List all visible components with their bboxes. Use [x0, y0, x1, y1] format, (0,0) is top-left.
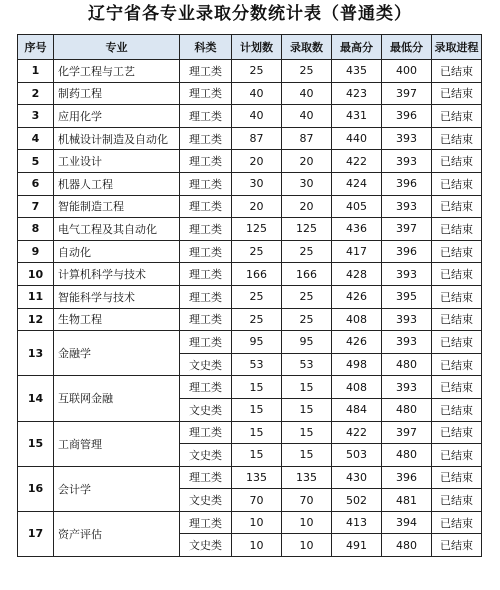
- progress-cell: 已结束: [432, 308, 482, 331]
- plan-cell: 87: [232, 127, 282, 150]
- progress-cell: 已结束: [432, 172, 482, 195]
- progress-cell: 已结束: [432, 285, 482, 308]
- major-cell: 工业设计: [54, 150, 180, 173]
- min-score-cell: 393: [382, 376, 432, 399]
- progress-cell: 已结束: [432, 444, 482, 467]
- category-cell: 理工类: [180, 82, 232, 105]
- seq-cell: 15: [18, 421, 54, 466]
- progress-cell: 已结束: [432, 466, 482, 489]
- admitted-cell: 15: [282, 444, 332, 467]
- admitted-cell: 25: [282, 308, 332, 331]
- max-score-cell: 405: [332, 195, 382, 218]
- category-cell: 理工类: [180, 105, 232, 128]
- seq-cell: 8: [18, 218, 54, 241]
- table-row: [18, 82, 482, 105]
- min-score-cell: 397: [382, 218, 432, 241]
- max-score-cell: 435: [332, 60, 382, 83]
- plan-cell: 125: [232, 218, 282, 241]
- progress-cell: 已结束: [432, 82, 482, 105]
- category-cell: 理工类: [180, 285, 232, 308]
- min-score-cell: 393: [382, 331, 432, 354]
- seq-cell: 4: [18, 127, 54, 150]
- major-cell: 资产评估: [54, 511, 180, 556]
- min-score-cell: 396: [382, 240, 432, 263]
- admitted-cell: 15: [282, 398, 332, 421]
- plan-cell: 15: [232, 421, 282, 444]
- min-score-cell: 480: [382, 534, 432, 557]
- major-cell: 会计学: [54, 466, 180, 511]
- plan-cell: 70: [232, 489, 282, 512]
- min-score-cell: 480: [382, 444, 432, 467]
- seq-cell: 11: [18, 285, 54, 308]
- admitted-cell: 30: [282, 172, 332, 195]
- admitted-cell: 25: [282, 60, 332, 83]
- progress-cell: 已结束: [432, 534, 482, 557]
- seq-cell: 10: [18, 263, 54, 286]
- table-row: [18, 466, 482, 489]
- progress-cell: 已结束: [432, 263, 482, 286]
- admitted-cell: 125: [282, 218, 332, 241]
- major-cell: 互联网金融: [54, 376, 180, 421]
- major-cell: 工商管理: [54, 421, 180, 466]
- admitted-cell: 53: [282, 353, 332, 376]
- min-score-cell: 396: [382, 172, 432, 195]
- max-score-cell: 491: [332, 534, 382, 557]
- major-cell: 自动化: [54, 240, 180, 263]
- page-title: 辽宁省各专业录取分数统计表（普通类）: [88, 4, 412, 24]
- max-score-cell: 424: [332, 172, 382, 195]
- major-cell: 化学工程与工艺: [54, 60, 180, 83]
- category-cell: 理工类: [180, 218, 232, 241]
- plan-cell: 15: [232, 444, 282, 467]
- category-cell: 文史类: [180, 534, 232, 557]
- category-cell: 理工类: [180, 263, 232, 286]
- plan-cell: 25: [232, 240, 282, 263]
- min-score-cell: 480: [382, 353, 432, 376]
- admitted-cell: 166: [282, 263, 332, 286]
- min-score-cell: 393: [382, 195, 432, 218]
- plan-cell: 40: [232, 82, 282, 105]
- max-score-cell: 502: [332, 489, 382, 512]
- plan-cell: 10: [232, 534, 282, 557]
- table-row: [18, 263, 482, 286]
- max-score-cell: 503: [332, 444, 382, 467]
- table-row: [18, 331, 482, 354]
- category-cell: 文史类: [180, 444, 232, 467]
- max-score-cell: 422: [332, 150, 382, 173]
- major-cell: 计算机科学与技术: [54, 263, 180, 286]
- seq-cell: 13: [18, 331, 54, 376]
- category-cell: 理工类: [180, 150, 232, 173]
- progress-cell: 已结束: [432, 60, 482, 83]
- progress-cell: 已结束: [432, 376, 482, 399]
- plan-cell: 30: [232, 172, 282, 195]
- progress-cell: 已结束: [432, 489, 482, 512]
- admitted-cell: 95: [282, 331, 332, 354]
- table-row: [18, 285, 482, 308]
- min-score-cell: 393: [382, 150, 432, 173]
- header-category: 科类: [180, 35, 232, 60]
- header-max-score: 最高分: [332, 35, 382, 60]
- major-cell: 生物工程: [54, 308, 180, 331]
- plan-cell: 53: [232, 353, 282, 376]
- min-score-cell: 480: [382, 398, 432, 421]
- max-score-cell: 408: [332, 376, 382, 399]
- category-cell: 理工类: [180, 331, 232, 354]
- admitted-cell: 40: [282, 82, 332, 105]
- table-row: [18, 60, 482, 83]
- category-cell: 文史类: [180, 353, 232, 376]
- seq-cell: 1: [18, 60, 54, 83]
- seq-cell: 6: [18, 172, 54, 195]
- admitted-cell: 10: [282, 511, 332, 534]
- category-cell: 理工类: [180, 172, 232, 195]
- max-score-cell: 413: [332, 511, 382, 534]
- plan-cell: 135: [232, 466, 282, 489]
- category-cell: 理工类: [180, 376, 232, 399]
- major-cell: 机械设计制造及自动化: [54, 127, 180, 150]
- plan-cell: 25: [232, 60, 282, 83]
- plan-cell: 25: [232, 285, 282, 308]
- major-cell: 电气工程及其自动化: [54, 218, 180, 241]
- min-score-cell: 397: [382, 421, 432, 444]
- min-score-cell: 396: [382, 105, 432, 128]
- min-score-cell: 393: [382, 127, 432, 150]
- major-cell: 应用化学: [54, 105, 180, 128]
- progress-cell: 已结束: [432, 150, 482, 173]
- plan-cell: 20: [232, 150, 282, 173]
- max-score-cell: 428: [332, 263, 382, 286]
- table-row: [18, 218, 482, 241]
- progress-cell: 已结束: [432, 511, 482, 534]
- table-row: [18, 376, 482, 399]
- category-cell: 理工类: [180, 421, 232, 444]
- min-score-cell: 481: [382, 489, 432, 512]
- max-score-cell: 408: [332, 308, 382, 331]
- max-score-cell: 431: [332, 105, 382, 128]
- min-score-cell: 396: [382, 466, 432, 489]
- progress-cell: 已结束: [432, 353, 482, 376]
- seq-cell: 14: [18, 376, 54, 421]
- major-cell: 智能科学与技术: [54, 285, 180, 308]
- admitted-cell: 15: [282, 376, 332, 399]
- progress-cell: 已结束: [432, 240, 482, 263]
- score-table: [17, 34, 482, 557]
- header-plan: 计划数: [232, 35, 282, 60]
- category-cell: 理工类: [180, 511, 232, 534]
- seq-cell: 3: [18, 105, 54, 128]
- table-row: [18, 421, 482, 444]
- category-cell: 理工类: [180, 466, 232, 489]
- admitted-cell: 20: [282, 195, 332, 218]
- admitted-cell: 10: [282, 534, 332, 557]
- major-cell: 金融学: [54, 331, 180, 376]
- major-cell: 智能制造工程: [54, 195, 180, 218]
- plan-cell: 166: [232, 263, 282, 286]
- table-row: [18, 511, 482, 534]
- max-score-cell: 440: [332, 127, 382, 150]
- max-score-cell: 484: [332, 398, 382, 421]
- category-cell: 理工类: [180, 195, 232, 218]
- seq-cell: 7: [18, 195, 54, 218]
- seq-cell: 17: [18, 511, 54, 556]
- min-score-cell: 394: [382, 511, 432, 534]
- admitted-cell: 40: [282, 105, 332, 128]
- admitted-cell: 135: [282, 466, 332, 489]
- seq-cell: 16: [18, 466, 54, 511]
- category-cell: 理工类: [180, 308, 232, 331]
- category-cell: 理工类: [180, 127, 232, 150]
- max-score-cell: 430: [332, 466, 382, 489]
- header-seq: 序号: [18, 35, 54, 60]
- table-header-row: [18, 35, 482, 60]
- admitted-cell: 87: [282, 127, 332, 150]
- plan-cell: 40: [232, 105, 282, 128]
- max-score-cell: 423: [332, 82, 382, 105]
- table-row: [18, 308, 482, 331]
- category-cell: 文史类: [180, 489, 232, 512]
- plan-cell: 95: [232, 331, 282, 354]
- table-row: [18, 105, 482, 128]
- table-row: [18, 127, 482, 150]
- seq-cell: 5: [18, 150, 54, 173]
- min-score-cell: 400: [382, 60, 432, 83]
- major-cell: 机器人工程: [54, 172, 180, 195]
- table-row: [18, 172, 482, 195]
- admitted-cell: 25: [282, 285, 332, 308]
- table-row: [18, 195, 482, 218]
- header-min-score: 最低分: [382, 35, 432, 60]
- major-cell: 制药工程: [54, 82, 180, 105]
- progress-cell: 已结束: [432, 195, 482, 218]
- max-score-cell: 426: [332, 285, 382, 308]
- max-score-cell: 436: [332, 218, 382, 241]
- plan-cell: 15: [232, 376, 282, 399]
- progress-cell: 已结束: [432, 421, 482, 444]
- admitted-cell: 15: [282, 421, 332, 444]
- plan-cell: 15: [232, 398, 282, 421]
- progress-cell: 已结束: [432, 127, 482, 150]
- admitted-cell: 25: [282, 240, 332, 263]
- header-admitted: 录取数: [282, 35, 332, 60]
- table-row: [18, 150, 482, 173]
- min-score-cell: 395: [382, 285, 432, 308]
- progress-cell: 已结束: [432, 218, 482, 241]
- category-cell: 理工类: [180, 240, 232, 263]
- seq-cell: 9: [18, 240, 54, 263]
- min-score-cell: 393: [382, 308, 432, 331]
- min-score-cell: 393: [382, 263, 432, 286]
- plan-cell: 25: [232, 308, 282, 331]
- header-major: 专业: [54, 35, 180, 60]
- plan-cell: 20: [232, 195, 282, 218]
- seq-cell: 12: [18, 308, 54, 331]
- header-progress: 录取进程: [432, 35, 482, 60]
- table-body: [18, 60, 482, 557]
- table-row: [18, 240, 482, 263]
- plan-cell: 10: [232, 511, 282, 534]
- max-score-cell: 422: [332, 421, 382, 444]
- admitted-cell: 70: [282, 489, 332, 512]
- progress-cell: 已结束: [432, 398, 482, 421]
- seq-cell: 2: [18, 82, 54, 105]
- max-score-cell: 426: [332, 331, 382, 354]
- min-score-cell: 397: [382, 82, 432, 105]
- max-score-cell: 498: [332, 353, 382, 376]
- category-cell: 理工类: [180, 60, 232, 83]
- progress-cell: 已结束: [432, 331, 482, 354]
- admitted-cell: 20: [282, 150, 332, 173]
- progress-cell: 已结束: [432, 105, 482, 128]
- category-cell: 文史类: [180, 398, 232, 421]
- max-score-cell: 417: [332, 240, 382, 263]
